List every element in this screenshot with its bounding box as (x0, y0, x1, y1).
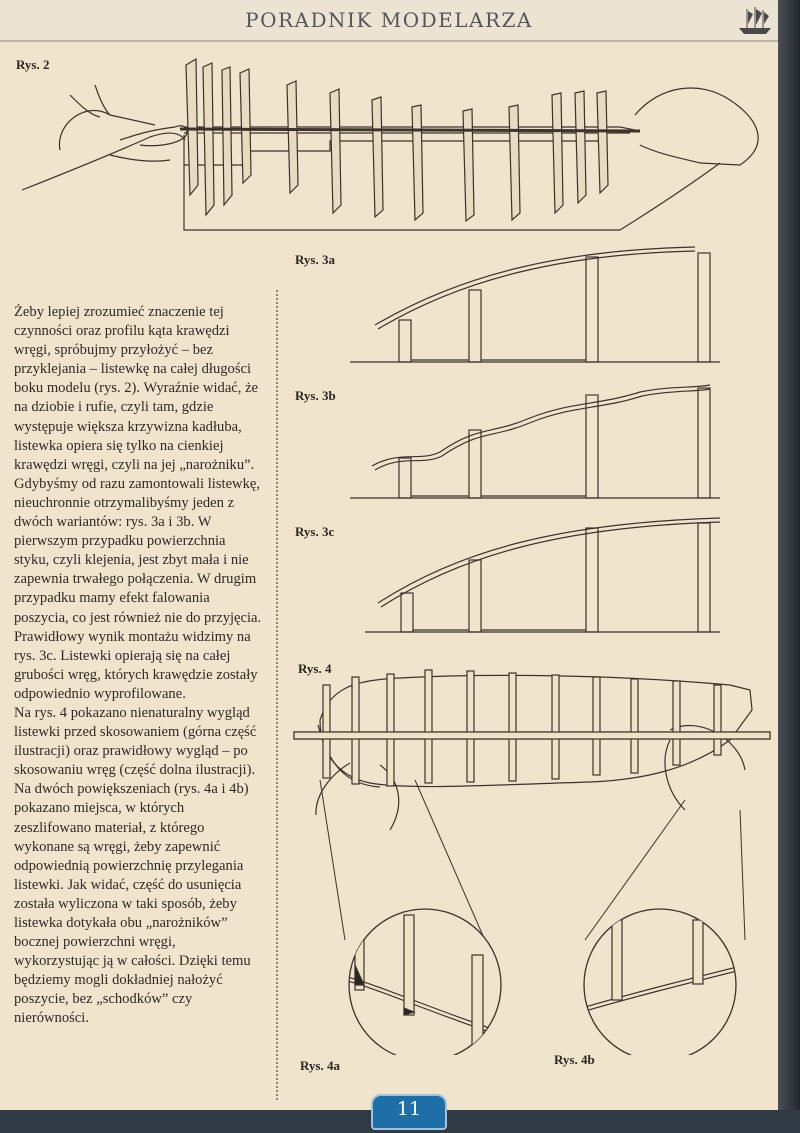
page-edge-shadow (778, 0, 800, 1133)
page-title: PORADNIK MODELARZA (245, 8, 533, 32)
paragraph-4: Na dwóch powiększeniach (rys. 4a i 4b) pokazano miejsca, w których zeszlifowano materiał, z którego wykonane są wręgi, żeby zapewnić odpowiednią powierzchnię przylegania listewki. Jak widać, część do usunięcia została wyliczona w taki sposób, żeby listewka dotykała obu „narożników” bocznej powierzchni wręgi, wykorzystując ją w całości. Dzięki temu będziemy mogli dokładniej nałożyć poszycie, bez „schodków” czy nierówności. (14, 781, 251, 1027)
figure-label-rys4b: Rys. 4b (554, 1052, 595, 1067)
figure-rys4a-zoom (340, 905, 510, 1055)
figure-rys3c (340, 515, 730, 640)
sailing-ship-icon (735, 4, 775, 38)
figure-rys2-hull-side (0, 45, 778, 250)
figure-label-rys4a: Rys. 4a (300, 1058, 340, 1073)
article-text (14, 303, 264, 1029)
figure-label-rys3a: Rys. 3a (295, 252, 335, 267)
column-divider (276, 290, 278, 1100)
paragraph-2: Gdybyśmy od razu zamontowali listewkę, nieuchronnie otrzymalibyśmy jeden z dwóch wariantów: rys. 3a i 3b. W pierwszym przypadku powierzchnia styku, czyli klejenia, jest zbyt mała i nie zapewnia trwałego połączenia. W drugim przypadku mamy efekt falowania poszycia, co jest również nie do przyjęcia. Prawidłowy wynik montażu widzimy na rys. 3c. Listewki opierają się na całej grubości wręg, których krawędzie zostały odpowiednio wyprofilowane. (14, 475, 262, 702)
figure-rys4b-zoom (575, 905, 745, 1055)
paragraph-3: Na rys. 4 pokazano nienaturalny wygląd listewki przed skosowaniem (górna część ilustracji) oraz prawidłowy wygląd – po skosowaniu wręg (część dolna ilustracji). (14, 704, 257, 779)
figure-label-rys3c: Rys. 3c (295, 524, 335, 539)
figure-label-rys2: Rys. 2 (16, 57, 50, 72)
figure-label-rys3b: Rys. 3b (295, 388, 336, 403)
paragraph-1: Żeby lepiej zrozumieć znaczenie tej czynności oraz profilu kąta krawędzi wręgi, spróbujmy przyłożyć – bez przyklejania – listewkę na całej długości boku modelu (rys. 2). Wyraźnie widać, że na dziobie i rufie, czyli tam, gdzie występuje większa krzywizna kadłuba, listewka opiera się tylko na cienkiej krawędzi wręgi, czyli na jej „narożniku”. (14, 304, 259, 473)
figure-label-rys4: Rys. 4 (298, 661, 332, 676)
figure-rys3a (340, 245, 730, 370)
page-number: 11 (396, 1098, 422, 1120)
figure-rys3b (340, 380, 730, 505)
